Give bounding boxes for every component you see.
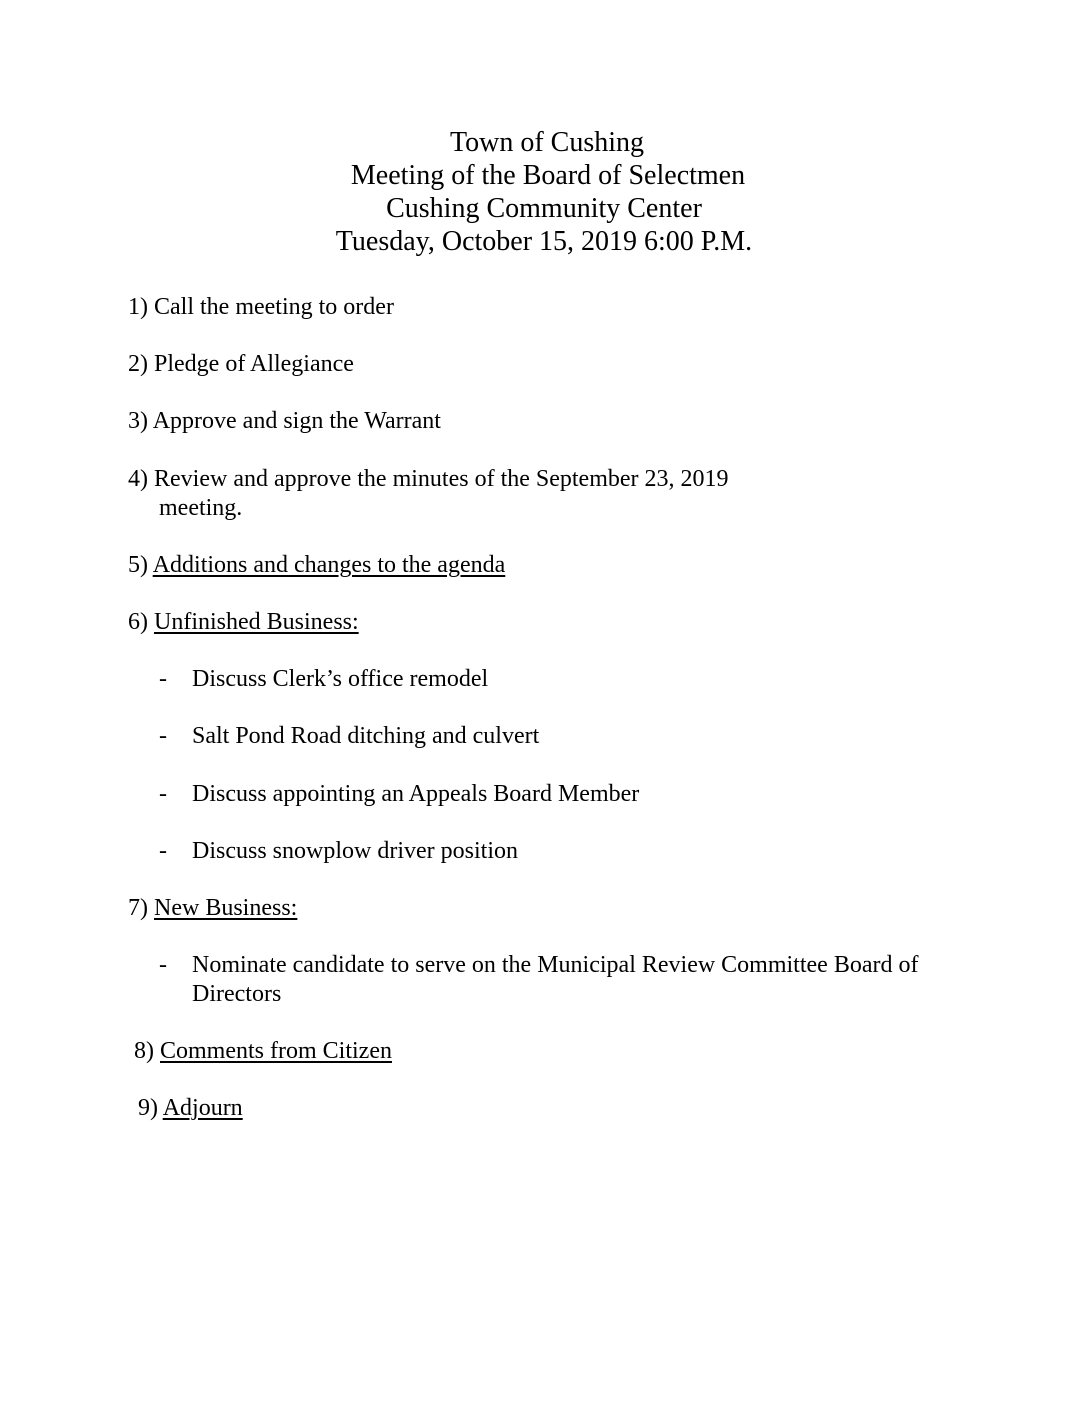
item-text: Unfinished Business: bbox=[154, 609, 359, 635]
sub-item: Discuss appointing an Appeals Board Member bbox=[192, 781, 640, 807]
sub-item: Discuss snowplow driver position bbox=[192, 838, 518, 864]
item-text: Adjourn bbox=[162, 1095, 243, 1121]
agenda-item-5 bbox=[128, 551, 505, 579]
agenda-item-9 bbox=[138, 1094, 243, 1122]
agenda-item-4-continued: meeting. bbox=[159, 495, 243, 521]
town-name: Town of Cushing bbox=[449, 127, 645, 158]
item-text: Additions and changes to the agenda bbox=[152, 552, 506, 578]
item-number: 5) bbox=[128, 552, 148, 578]
item-text: Comments from Citizen bbox=[160, 1038, 392, 1064]
item-text: Pledge of Allegiance bbox=[154, 351, 354, 377]
bullet-dash: - bbox=[159, 838, 167, 864]
agenda-item-7 bbox=[128, 894, 297, 922]
item-number: 8) bbox=[134, 1038, 154, 1064]
item-number: 6) bbox=[128, 609, 148, 635]
bullet-dash: - bbox=[159, 666, 167, 692]
item-number: 2) bbox=[128, 351, 148, 377]
item-text: Call the meeting to order bbox=[154, 294, 394, 320]
agenda-item-2 bbox=[128, 350, 354, 378]
item-number: 3) bbox=[128, 408, 148, 434]
bullet-dash: - bbox=[159, 952, 167, 978]
item-number: 7) bbox=[128, 895, 148, 921]
item-text: Review and approve the minutes of the September 23, 2019 bbox=[154, 466, 729, 492]
bullet-dash: - bbox=[159, 781, 167, 807]
sub-item: Discuss Clerk’s office remodel bbox=[192, 666, 489, 692]
meeting-datetime: Tuesday, October 15, 2019 6:00 P.M. bbox=[335, 226, 753, 257]
agenda-item-1 bbox=[128, 293, 394, 321]
item-text: Approve and sign the Warrant bbox=[152, 408, 441, 434]
sub-item: Salt Pond Road ditching and culvert bbox=[192, 723, 540, 749]
meeting-location: Cushing Community Center bbox=[386, 193, 702, 224]
agenda-item-8 bbox=[134, 1037, 392, 1065]
item-text: New Business: bbox=[154, 895, 298, 921]
sub-item: Nominate candidate to serve on the Municipal Review Committee Board of bbox=[192, 952, 919, 978]
sub-item-continued: Directors bbox=[192, 981, 282, 1007]
bullet-dash: - bbox=[159, 723, 167, 749]
document-header bbox=[0, 126, 1088, 258]
meeting-title: Meeting of the Board of Selectmen bbox=[350, 160, 746, 191]
agenda-item-4 bbox=[128, 465, 729, 493]
item-number: 4) bbox=[128, 466, 148, 492]
agenda-item-6 bbox=[128, 608, 359, 636]
item-number: 9) bbox=[138, 1095, 158, 1121]
agenda-item-3 bbox=[128, 407, 441, 435]
item-number: 1) bbox=[128, 294, 148, 320]
